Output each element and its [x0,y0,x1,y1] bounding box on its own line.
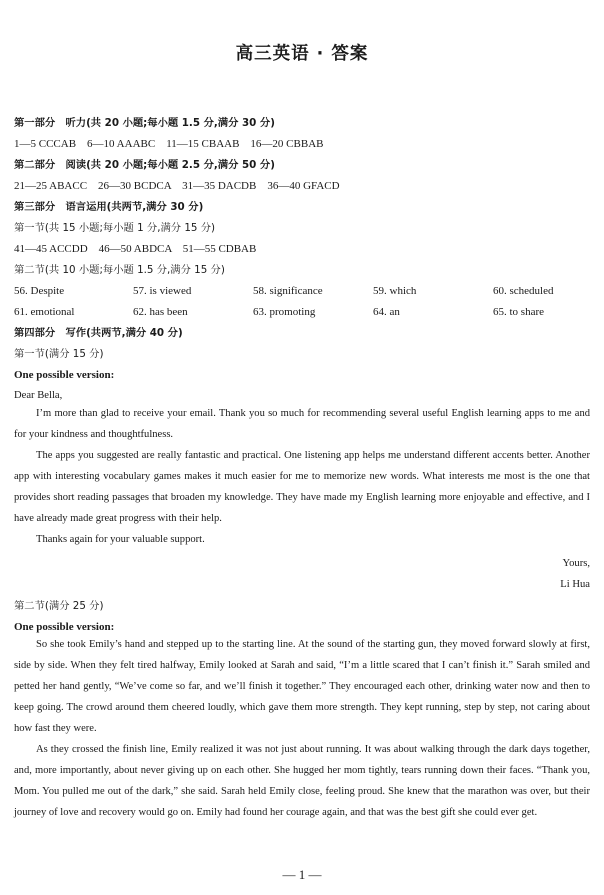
section1-version-label: One possible version: [14,369,115,381]
part4-heading: 第四部分 写作(共两节,满分 40 分) [14,327,183,339]
answer-62: 62. has been [133,306,188,318]
answer-60: 60. scheduled [493,285,554,297]
answer-63: 63. promoting [253,306,316,318]
letter-signature: Li Hua [560,579,590,590]
part3-section1-heading: 第一节(共 15 小题;每小题 1 分,满分 15 分) [14,222,216,234]
part3-section2-heading: 第二节(共 10 小题;每小题 1.5 分,满分 15 分) [14,264,225,276]
page-title: 高三英语 · 答案 [235,44,369,64]
part3-section1-answers: 41—45 ACCDD 46—50 ABDCA 51—55 CDBAB [14,243,257,255]
answer-65: 65. to share [493,306,545,318]
answer-59: 59. which [373,285,417,297]
part4-section1-heading: 第一节(满分 15 分) [14,348,104,360]
letter-closing: Yours, [562,558,590,569]
answer-57: 57. is viewed [133,285,192,297]
part4-section2-heading: 第二节(满分 25 分) [14,600,104,612]
part2-answers: 21—25 ABACC 26—30 BCDCA 31—35 DACDB 36—40 GFACD [14,180,340,192]
part2-heading: 第二部分 阅读(共 20 小题;每小题 2.5 分,满分 50 分) [14,159,275,171]
letter-paragraph-2: The apps you suggested are really fantastic and practical. One listening app helps me understand different accents better. Another app with interesting vocabulary games makes it much easier for me to memorize new words. What interests me most is the one that provides short reading passages that broaden my knowledge. They have made my English learning more enjoyable and effective, and I have already made great progress with their help. [14,450,590,524]
answer-58: 58. significance [253,285,323,297]
part3-heading: 第三部分 语言运用(共两节,满分 30 分) [14,201,204,213]
letter-paragraph-3: Thanks again for your valuable support. [36,534,205,545]
answer-56: 56. Despite [14,285,65,297]
answer-61: 61. emotional [14,306,75,318]
answer-64: 64. an [373,306,400,318]
story-paragraph-1: So she took Emily’s hand and stepped up to the starting line. At the sound of the starting gun, they moved forward slowly at first, side by side. When they felt tired halfway, Emily looked at Sarah and said, “I’m a little scared that I can’t finish it.” Sarah smiled and petted her hand gently, “We’ve come so far, and we’ll finish it together.” They encouraged each other, drinking water now and then to keep going. The crowd around them cheered loudly, which gave them more strength. They kept running, step by step, not caring about how fast they were. [14,639,590,734]
part1-heading: 第一部分 听力(共 20 小题;每小题 1.5 分,满分 30 分) [14,117,275,129]
letter-paragraph-1: I’m more than glad to receive your email. Thank you so much for recommending several useful English learning apps to me and for your kindness and thoughtfulness. [14,408,590,440]
story-paragraph-2: As they crossed the finish line, Emily realized it was not just about running. It was about walking through the dark days together, and, more importantly, about never giving up on each other. She hugged her mom tightly, tears running down their faces. “Thank you, Mom. You pulled me out of the dark,” she said. Sarah held Emily close, feeling proud. She knew that the marathon was over, but their journey of love and recovery would go on. Emily had found her courage again, and that was the best gift she could ever get. [14,744,590,818]
section2-version-label: One possible version: [14,621,115,633]
page-number: — 1 — [282,867,322,882]
part1-answers: 1—5 CCCAB 6—10 AAABC 11—15 CBAAB 16—20 CBBAB [14,138,324,150]
letter-greeting: Dear Bella, [14,390,63,401]
